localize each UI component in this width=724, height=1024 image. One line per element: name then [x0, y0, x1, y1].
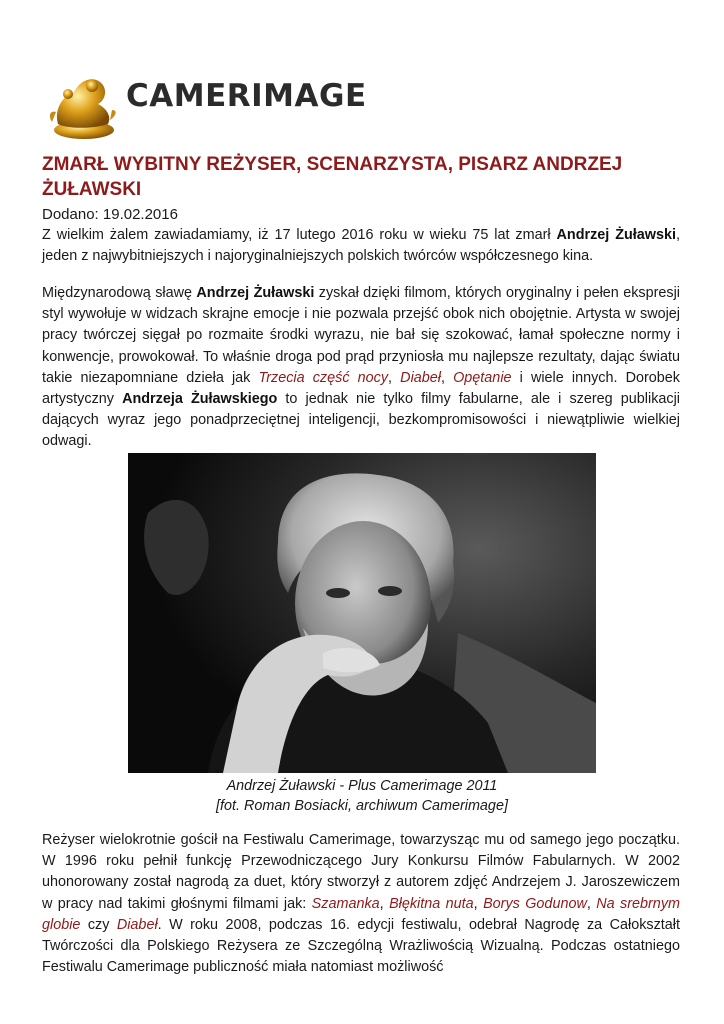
- film-link-trzecia-czesc-nocy[interactable]: Trzecia część nocy: [258, 369, 389, 386]
- article-paragraph-2: Międzynarodową sławę Andrzej Żuławski zyskał dzięki filmom, których oryginalny i pełen ekspresji styl wywołuje w widzach skrajne emocje i nie pozwala przejść obok nich obojętnie. Artysta w swojej pracy twórczej sięgał po rozmaite środki wyrazu, nie bał się szokować, łamał społeczne normy i konwencje, prowokował. To właśnie droga pod prąd przyniosła mu najlepsze rezultaty, dając światu takie niezapomniane dzieła jak Trzecia część nocy, Diabeł, Opętanie i wiele innych. Dorobek artystyczny Andrzeja Żuławskiego to jednak nie tylko filmy fabularne, ale i szereg publikacji dających wyraz jego ponadprzeciętnej inteligencji, bezkompromisowości i niewątpliwie wielkiej odwagi.: [42, 285, 680, 450]
- caption-title: Andrzej Żuławski - Plus Camerimage 2011: [226, 778, 498, 794]
- golden-frog-icon: [46, 66, 122, 146]
- portrait-image: [128, 453, 596, 773]
- film-link-diabel[interactable]: Diabeł: [400, 369, 441, 386]
- film-link-borys-godunow[interactable]: Borys Godunow: [483, 895, 587, 912]
- caption-credit: [fot. Roman Bosiacki, archiwum Camerimage]: [216, 798, 508, 814]
- film-link-blekitna-nuta[interactable]: Błękitna nuta: [389, 895, 474, 912]
- person-name: Andrzeja Żuławskiego: [122, 391, 278, 408]
- article-paragraph-3: Reżyser wielokrotnie gościł na Festiwalu Camerimage, towarzysząc mu od samego jego początku. W 1996 roku pełnił funkcję Przewodniczącego Jury Konkursu Filmów Fabularnych. W 2002 uhonorowany został nagrodą za duet, który stworzył z autorem zdjęć Andrzejem J. Jaroszewiczem w pracy nad takimi głośnymi filmami jak: Szamanka, Błękitna nuta, Borys Godunow, Na srebrnym globie czy Diabeł. W roku 2008, podczas 16. edycji festiwalu, odebrał Nagrodę za Całokształt Twórczości dla Polskiego Reżysera ze Szczególną Wrażliwością Wizualną. Podczas ostatniego Festiwalu Camerimage publiczność miała natomiast możliwość: [42, 832, 680, 976]
- article-title: ZMARŁ WYBITNY REŻYSER, SCENARZYSTA, PISARZ ANDRZEJ ŻUŁAWSKI: [42, 154, 623, 200]
- photo-caption: [128, 776, 596, 816]
- person-name: Andrzej Żuławski: [556, 227, 676, 243]
- film-link-diabel[interactable]: Diabeł: [116, 916, 158, 933]
- person-name: Andrzej Żuławski: [196, 285, 315, 301]
- camerimage-logo[interactable]: [46, 66, 366, 146]
- film-link-szamanka[interactable]: Szamanka: [311, 895, 380, 912]
- article-date: Dodano: 19.02.2016: [42, 206, 178, 223]
- film-link-opetanie[interactable]: Opętanie: [453, 369, 512, 386]
- director-photo: [128, 453, 596, 773]
- logo-wordmark: CAMERIMAGE: [126, 78, 367, 114]
- article-paragraph-1: Z wielkim żalem zawiadamiamy, iż 17 lutego 2016 roku w wieku 75 lat zmarł Andrzej Żuławski, jeden z najwybitniejszych i najoryginalniejszych polskich twórców współczesnego kina.: [42, 227, 680, 265]
- film-link-na-srebrnym-globie[interactable]: Na srebrnym globie: [42, 895, 680, 933]
